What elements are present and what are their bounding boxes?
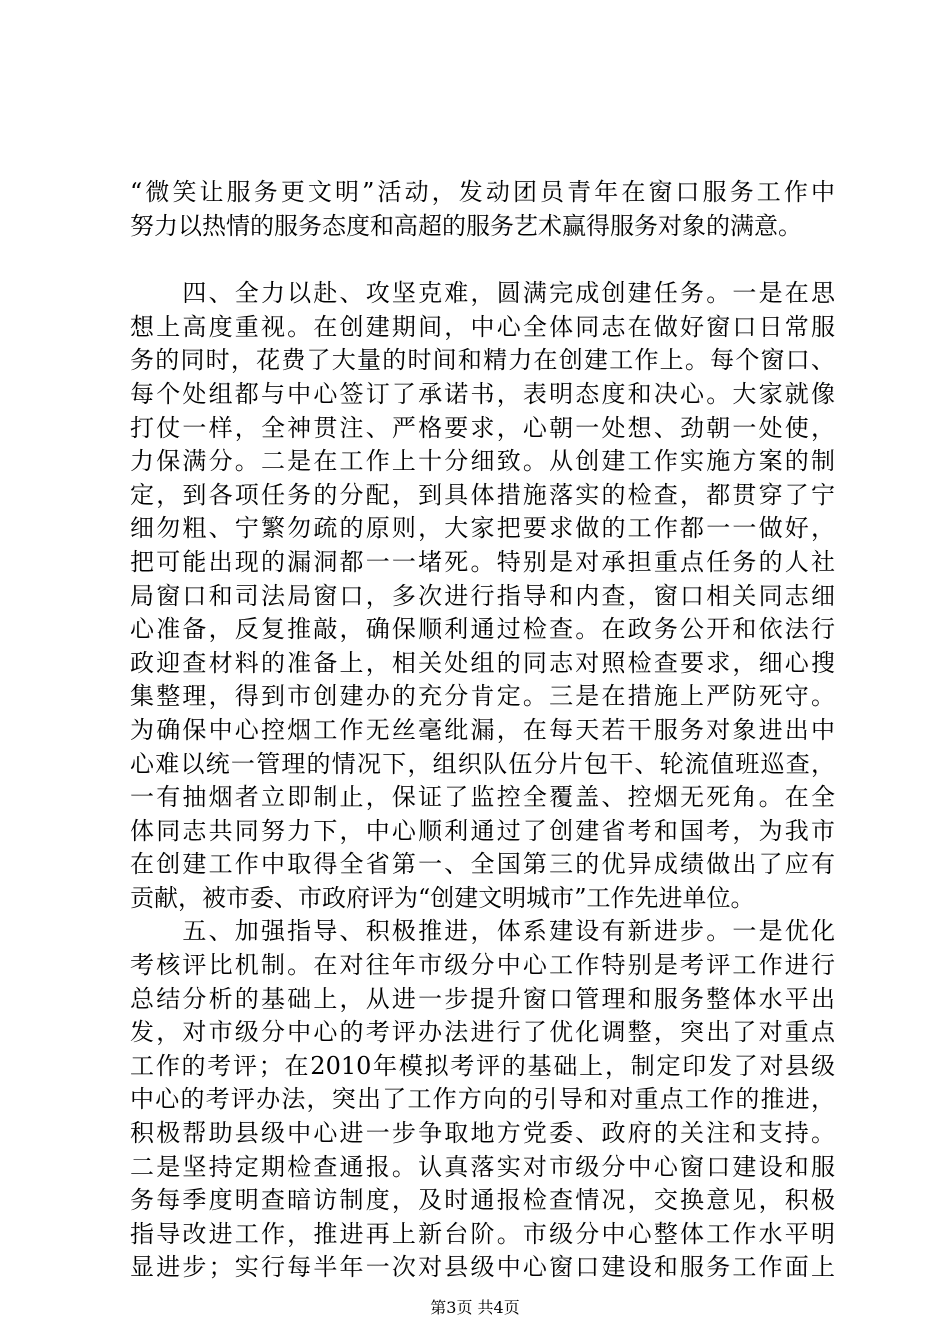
text-line: 为确保中心控烟工作无丝毫纰漏，在每天若干服务对象进出中 <box>130 715 835 744</box>
text-line: 体同志共同努力下，中心顺利通过了创建省考和国考，为我市 <box>130 816 835 845</box>
paragraph-section-four <box>130 277 835 915</box>
text-line: “微笑让服务更文明”活动，发动团员青年在窗口服务工作中 <box>130 178 835 206</box>
text-line: 工作的考评；在2010年模拟考评的基础上，制定印发了对县级 <box>130 1051 835 1080</box>
text-line: 五、加强指导、积极推进，体系建设有新进步。一是优化 <box>130 917 835 946</box>
text-line: 细勿粗、宁繁勿疏的原则，大家把要求做的工作都一一做好， <box>130 514 835 543</box>
text-line: 心准备，反复推敲，确保顺利通过检查。在政务公开和依法行 <box>130 615 835 644</box>
text-line: 一有抽烟者立即制止，保证了监控全覆盖、控烟无死角。在全 <box>130 783 835 812</box>
paragraph-gap <box>130 243 835 277</box>
text-line: 定，到各项任务的分配，到具体措施落实的检查，都贯穿了宁 <box>130 480 835 509</box>
text-line: 政迎查材料的准备上，相关处组的同志对照检查要求，细心搜 <box>130 648 835 677</box>
page-number-label: 第3页 共4页 <box>430 1298 520 1317</box>
text-line: 务的同时，花费了大量的时间和精力在创建工作上。每个窗口、 <box>130 346 835 375</box>
text-line: 积极帮助县级中心进一步争取地方党委、政府的关注和支持。 <box>130 1119 835 1148</box>
paragraph-continuation <box>130 176 835 243</box>
text-line: 中心的考评办法，突出了工作方向的引导和对重点工作的推进， <box>130 1085 835 1114</box>
text-line: 集整理，得到市创建办的充分肯定。三是在措施上严防死守。 <box>130 682 835 711</box>
text-line: 考核评比机制。在对往年市级分中心工作特别是考评工作进行 <box>130 951 835 980</box>
text-line: 打仗一样，全神贯注、严格要求，心朝一处想、劲朝一处使， <box>130 413 835 442</box>
text-line: 贡献，被市委、市政府评为“创建文明城市”工作先进单位。 <box>130 883 755 912</box>
text-line: 心难以统一管理的情况下，组织队伍分片包干、轮流值班巡查， <box>130 749 835 778</box>
text-line: 在创建工作中取得全省第一、全国第三的优异成绩做出了应有 <box>130 850 835 879</box>
text-line: 力保满分。二是在工作上十分细致。从创建工作实施方案的制 <box>130 447 835 476</box>
page-footer <box>0 1298 950 1318</box>
text-line: 局窗口和司法局窗口，多次进行指导和内查，窗口相关同志细 <box>130 581 835 610</box>
text-line: 四、全力以赴、攻坚克难，圆满完成创建任务。一是在思 <box>130 279 835 308</box>
text-line: 把可能出现的漏洞都一一堵死。特别是对承担重点任务的人社 <box>130 547 835 576</box>
text-line: 指导改进工作，推进再上新台阶。市级分中心整体工作水平明 <box>130 1219 835 1248</box>
paragraph-section-five <box>130 915 835 1285</box>
text-line: 想上高度重视。在创建期间，中心全体同志在做好窗口日常服 <box>130 312 835 341</box>
text-line: 每个处组都与中心签订了承诺书，表明态度和决心。大家就像 <box>130 379 835 408</box>
text-line: 发，对市级分中心的考评办法进行了优化调整，突出了对重点 <box>130 1018 835 1047</box>
text-line: 显进步；实行每半年一次对县级中心窗口建设和服务工作面上 <box>130 1253 835 1282</box>
text-line: 总结分析的基础上，从进一步提升窗口管理和服务整体水平出 <box>130 984 835 1013</box>
text-line: 务每季度明查暗访制度，及时通报检查情况，交换意见，积极 <box>130 1186 835 1215</box>
text-line: 二是坚持定期检查通报。认真落实对市级分中心窗口建设和服 <box>130 1152 835 1181</box>
text-line: 努力以热情的服务态度和高超的服务艺术赢得服务对象的满意。 <box>130 211 802 240</box>
body-text <box>130 176 835 1285</box>
